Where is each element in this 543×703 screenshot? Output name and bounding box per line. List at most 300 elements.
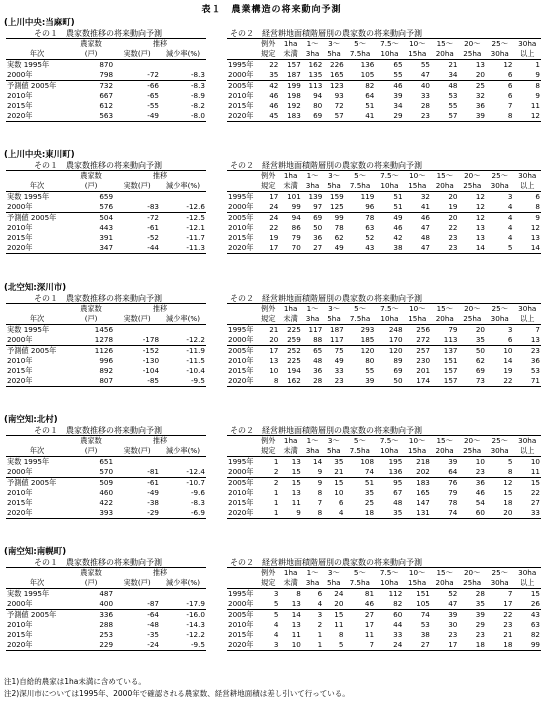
table-row [6, 610, 206, 621]
household-trend-table [6, 567, 206, 651]
table-cell: 136 [388, 467, 403, 476]
table-cell: 74 [420, 610, 430, 619]
col-header: 農家数 [80, 171, 102, 180]
col-header: 5ha [327, 578, 341, 587]
col-header: (戸) [84, 314, 98, 323]
row-year: 2005年 [30, 213, 57, 222]
col-header: 3ha [305, 578, 320, 587]
col-header: 1ha [283, 39, 298, 48]
table-cell: 195 [388, 457, 403, 466]
table-row [6, 356, 206, 366]
row-category: 実数 [7, 457, 22, 466]
table-cell: 11 [530, 467, 540, 476]
table-cell: 52 [448, 589, 458, 598]
table-cell: 4 [507, 213, 513, 222]
table-cell: 117 [330, 335, 344, 344]
table-cell: 46 [269, 101, 279, 110]
right-subtitle: その２ 経営耕地面積階層別の農家数の将来動向予測 [230, 29, 422, 38]
col-header: 30ha [518, 171, 537, 180]
table-row [6, 70, 206, 81]
table-cell: 69 [475, 366, 485, 375]
table-cell: 9 [535, 213, 540, 222]
col-header: 25ha [463, 446, 482, 455]
decrease-rate: -12.6 [186, 202, 205, 211]
table-cell: 105 [416, 599, 430, 608]
decrease-rate: -14.3 [186, 620, 205, 629]
table-cell: 36 [475, 478, 485, 487]
table-cell: 199 [287, 81, 301, 90]
table-cell: 10 [530, 457, 540, 466]
decrease-rate: -11.5 [186, 356, 205, 365]
table-cell: 35 [269, 70, 279, 79]
table-cell: 1 [273, 498, 279, 507]
table-cell: 35 [475, 599, 485, 608]
col-header: 10ha [380, 314, 399, 323]
household-count: 651 [99, 457, 114, 466]
table-cell: 39 [393, 91, 403, 100]
table-cell: 22 [269, 60, 279, 69]
table-cell: 17 [269, 346, 279, 355]
table-cell: 33 [393, 630, 403, 639]
decrease-count [114, 60, 160, 71]
table-cell: 13 [475, 60, 485, 69]
table-row [6, 91, 206, 101]
row-year: 2000年 [228, 202, 254, 211]
table-cell: 47 [420, 70, 431, 79]
table-cell: 256 [416, 325, 431, 334]
table-cell: 50 [313, 223, 323, 232]
decrease-count: -38 [147, 498, 160, 507]
decrease-rate: -11.3 [186, 243, 205, 252]
table-cell: 137 [443, 346, 458, 355]
table-cell: 11 [291, 498, 301, 507]
col-header: 20～ [464, 304, 481, 313]
household-count: 443 [99, 223, 114, 232]
col-header: 20ha [435, 49, 454, 58]
table-cell: 12 [475, 202, 485, 211]
row-year: 1995年 [228, 325, 254, 334]
col-header: 農家数 [80, 568, 102, 577]
row-year: 2020年 [7, 376, 33, 385]
table-cell: 22 [503, 376, 513, 385]
table-cell: 19 [448, 202, 458, 211]
table-row [227, 488, 541, 498]
col-header: 規定 [261, 446, 276, 455]
table-cell: 226 [330, 60, 344, 69]
table-row [227, 192, 541, 203]
table-cell: 34 [448, 70, 458, 79]
table-cell: 23 [420, 111, 431, 120]
row-year: 2020年 [228, 508, 254, 517]
col-header: 30ha [518, 304, 537, 313]
table-cell: 39 [475, 111, 485, 120]
col-header: 1ha [283, 568, 298, 577]
col-header: 農家数 [80, 304, 102, 313]
table-cell: 35 [334, 457, 344, 466]
table-cell: 17 [448, 640, 458, 649]
table-row [227, 376, 541, 387]
decrease-rate: -9.5 [190, 640, 205, 649]
table-cell: 170 [388, 335, 403, 344]
household-trend-table [6, 170, 206, 254]
household-trend-table [6, 38, 206, 122]
decrease-rate: -12.2 [186, 335, 205, 344]
table-cell: 192 [287, 101, 301, 110]
col-header: 規定 [261, 578, 276, 587]
row-year: 2005年 [30, 478, 57, 487]
table-cell: 76 [448, 478, 458, 487]
household-count: 798 [99, 70, 114, 79]
row-year: 2005年 [228, 213, 254, 222]
row-year: 1995年 [23, 325, 50, 334]
table-cell: 113 [443, 335, 458, 344]
col-header: 25ha [463, 181, 482, 190]
table-cell: 43 [530, 610, 540, 619]
row-category: 予測値 [7, 346, 29, 355]
table-cell: 20 [448, 213, 458, 222]
decrease-count: -83 [147, 202, 160, 211]
table-cell: 20 [334, 599, 344, 608]
col-header: 実数(戸) [123, 49, 151, 58]
household-count: 1456 [94, 325, 114, 334]
table-cell: 15 [530, 589, 540, 598]
table-cell: 15 [334, 610, 344, 619]
table-cell: 165 [330, 70, 344, 79]
table-cell: 12 [503, 478, 513, 487]
table-cell: 293 [360, 325, 375, 334]
table-row [227, 457, 541, 468]
table-row [227, 346, 541, 357]
table-cell: 36 [313, 233, 323, 242]
table-cell: 194 [287, 366, 301, 375]
table-cell: 23 [334, 376, 344, 385]
table-cell: 39 [365, 376, 375, 385]
col-header: 3ha [305, 181, 320, 190]
table-cell: 147 [416, 498, 430, 507]
table-cell: 24 [393, 640, 403, 649]
decrease-rate: -10.4 [186, 366, 205, 375]
right-subtitle: その２ 経営耕地面積階層別の農家数の将来動向予測 [230, 161, 422, 170]
col-header: 30ha [490, 314, 509, 323]
table-cell: 57 [334, 111, 344, 120]
household-count: 1126 [94, 346, 114, 355]
row-year: 2010年 [228, 620, 254, 629]
table-cell: 40 [420, 81, 431, 90]
decrease-rate: -11.9 [186, 346, 205, 355]
table-cell: 2 [273, 467, 279, 476]
left-subtitle: その１ 農家数推移の将来動向予測 [34, 426, 162, 435]
table-cell: 7 [507, 101, 513, 110]
table-row [227, 81, 541, 92]
table-cell: 86 [291, 223, 301, 232]
table-cell: 183 [416, 478, 430, 487]
row-year: 2010年 [228, 223, 254, 232]
col-header: (戸) [84, 181, 98, 190]
region-block [4, 16, 543, 148]
table-cell: 71 [530, 376, 540, 385]
table-cell: 1 [317, 640, 323, 649]
col-header: 30ha [490, 49, 509, 58]
table-cell: 20 [475, 70, 485, 79]
table-cell: 99 [530, 640, 540, 649]
table-cell: 49 [334, 243, 344, 252]
col-header: 減少率(%) [166, 578, 201, 587]
col-header: 5ha [327, 49, 341, 58]
col-header: 10ha [380, 181, 399, 190]
household-count: 336 [99, 610, 114, 619]
col-header: 10～ [409, 39, 426, 48]
row-year: 2010年 [228, 91, 254, 100]
table-row [227, 478, 541, 489]
col-header: (戸) [84, 446, 98, 455]
decrease-rate: -9.5 [190, 376, 205, 385]
table-row [6, 202, 206, 213]
col-header: 5～ [354, 304, 366, 313]
col-header: 推移 [152, 39, 168, 48]
table-cell: 5 [338, 640, 344, 649]
table-cell: 8 [535, 81, 540, 90]
col-header: 15～ [436, 304, 453, 313]
table-cell: 4 [507, 202, 513, 211]
col-header: 3ha [305, 49, 320, 58]
table-cell: 174 [416, 376, 431, 385]
table-cell: 39 [448, 457, 458, 466]
left-subtitle: その１ 農家数推移の将来動向予測 [34, 161, 162, 170]
col-header: 25～ [491, 39, 508, 48]
table-cell: 27 [313, 243, 323, 252]
table-cell: 8 [338, 630, 344, 639]
col-header: 規定 [261, 49, 276, 58]
table-cell: 159 [330, 192, 344, 201]
col-header: 規定 [261, 181, 276, 190]
household-count: 570 [99, 467, 114, 476]
household-count: 892 [99, 366, 114, 375]
table-cell: 5 [507, 457, 513, 466]
table-cell: 12 [530, 111, 540, 120]
right-subtitle: その２ 経営耕地面積階層別の農家数の将来動向予測 [230, 558, 422, 567]
table-cell: 48 [393, 498, 403, 507]
table-cell: 165 [416, 488, 430, 497]
table-cell: 225 [287, 356, 301, 365]
table-cell: 8 [317, 508, 323, 517]
decrease-count: -66 [147, 81, 160, 90]
col-header: 15ha [408, 446, 427, 455]
col-header: 実数(戸) [123, 181, 151, 190]
household-count: 400 [99, 599, 114, 608]
col-header: 20ha [435, 446, 454, 455]
table-cell: 9 [535, 91, 540, 100]
table-cell: 75 [334, 346, 344, 355]
col-header: 以上 [520, 181, 535, 190]
table-cell: 12 [475, 213, 485, 222]
table-cell: 252 [287, 346, 301, 355]
table-cell: 53 [420, 620, 430, 629]
decrease-count: -72 [147, 213, 160, 222]
household-count: 504 [99, 213, 114, 222]
household-count: 391 [99, 233, 114, 242]
col-header: 農家数 [80, 39, 102, 48]
table-cell: 73 [475, 376, 485, 385]
table-row [227, 325, 541, 336]
row-year: 2005年 [228, 610, 254, 619]
col-header: (戸) [84, 578, 98, 587]
table-cell: 41 [365, 111, 375, 120]
table-cell: 20 [475, 325, 485, 334]
table-cell: 57 [448, 111, 458, 120]
row-year: 2000年 [228, 335, 254, 344]
table-cell: 51 [365, 101, 375, 110]
table-row [227, 366, 541, 376]
col-header: 1～ [306, 568, 319, 577]
table-cell: 53 [448, 91, 458, 100]
table-cell: 35 [364, 488, 375, 497]
table-row [6, 213, 206, 224]
decrease-count: -44 [147, 243, 160, 252]
col-header: 10～ [409, 171, 426, 180]
table-row [227, 91, 541, 101]
row-year: 2005年 [228, 478, 254, 487]
table-cell: 9 [317, 467, 323, 476]
row-year: 2010年 [7, 91, 33, 100]
table-cell: 17 [269, 243, 279, 252]
table-row [6, 366, 206, 376]
table-cell: 230 [416, 356, 431, 365]
row-year: 2020年 [228, 111, 254, 120]
row-category: 実数 [7, 325, 22, 334]
decrease-rate: -8.9 [190, 91, 205, 100]
col-header: 以上 [520, 578, 535, 587]
decrease-rate: -17.9 [186, 599, 205, 608]
region-name: (上川中央:当麻町) [4, 18, 75, 28]
table-cell: 108 [360, 457, 375, 466]
col-header: 実数(戸) [123, 578, 151, 587]
col-header: 25～ [491, 171, 508, 180]
col-header: 5～ [354, 39, 366, 48]
table-cell: 119 [360, 192, 375, 201]
table-cell: 33 [334, 366, 344, 375]
decrease-count: -85 [147, 376, 160, 385]
table-cell: 43 [365, 243, 375, 252]
decrease-count: -130 [142, 356, 160, 365]
col-header: 減少率(%) [166, 49, 201, 58]
household-count: 422 [99, 498, 114, 507]
col-header: 30ha [518, 436, 537, 445]
col-header: 10～ [409, 304, 426, 313]
col-header: 5ha [327, 181, 341, 190]
col-header: 25ha [463, 49, 482, 58]
table-cell: 10 [291, 640, 301, 649]
table-cell: 46 [393, 223, 403, 232]
table-cell: 18 [503, 498, 513, 507]
household-trend-table [6, 303, 206, 387]
col-header: 20ha [435, 314, 454, 323]
table-row [6, 101, 206, 111]
col-header: 例外 [261, 568, 276, 577]
table-cell: 99 [291, 202, 301, 211]
table-cell: 69 [393, 366, 403, 375]
household-count: 1278 [94, 335, 114, 344]
col-header: 30ha [490, 181, 509, 190]
col-header: 3～ [328, 39, 340, 48]
decrease-rate: -11.7 [186, 233, 205, 242]
row-year: 2005年 [228, 346, 254, 355]
table-cell: 183 [287, 111, 301, 120]
table-cell: 23 [503, 620, 513, 629]
row-year: 2015年 [7, 630, 33, 639]
row-year: 2015年 [7, 366, 33, 375]
table-row [227, 640, 541, 651]
table-cell: 63 [365, 223, 375, 232]
table-cell: 65 [393, 60, 403, 69]
row-year: 2015年 [228, 366, 254, 375]
row-year: 2000年 [7, 70, 33, 79]
decrease-count: -178 [142, 335, 160, 344]
table-cell: 67 [393, 488, 403, 497]
table-cell: 54 [475, 498, 485, 507]
table-cell: 4 [273, 620, 279, 629]
table-row [6, 640, 206, 651]
decrease-count [114, 325, 160, 336]
table-cell: 79 [291, 233, 301, 242]
table-cell: 14 [313, 457, 323, 466]
table-row [227, 60, 541, 71]
decrease-rate: -10.7 [186, 478, 205, 487]
table-cell: 74 [448, 508, 458, 517]
table-cell: 3 [273, 589, 279, 598]
col-header: 7.5ha [349, 314, 371, 323]
col-header: 1ha [283, 304, 298, 313]
table-cell: 11 [334, 620, 344, 629]
table-cell: 13 [291, 599, 301, 608]
left-subtitle: その１ 農家数推移の将来動向予測 [34, 558, 162, 567]
col-header: 以上 [520, 49, 535, 58]
col-header: 25～ [491, 304, 508, 313]
table-row [227, 620, 541, 630]
table-cell: 28 [420, 101, 431, 110]
row-year: 1995年 [228, 192, 254, 201]
decrease-rate: -12.2 [186, 630, 205, 639]
table-row [6, 620, 206, 630]
decrease-rate [160, 60, 206, 71]
row-year: 1995年 [228, 589, 254, 598]
table-cell: 6 [317, 589, 323, 598]
table-cell: 53 [530, 366, 540, 375]
table-cell: 10 [334, 488, 344, 497]
row-year: 2010年 [7, 488, 33, 497]
col-header: 年次 [29, 314, 45, 323]
col-header: 以上 [520, 314, 535, 323]
row-year: 2020年 [228, 640, 254, 649]
table-cell: 4 [273, 630, 279, 639]
row-year: 1995年 [228, 457, 254, 466]
table-cell: 23 [448, 630, 458, 639]
table-cell: 22 [269, 223, 279, 232]
table-row [227, 223, 541, 233]
row-category: 予測値 [7, 81, 29, 90]
table-cell: 19 [503, 366, 513, 375]
col-header: 15ha [408, 314, 427, 323]
table-cell: 136 [360, 60, 375, 69]
table-cell: 272 [416, 335, 431, 344]
table-cell: 60 [475, 508, 485, 517]
table-cell: 4 [317, 599, 323, 608]
col-header: 20ha [435, 181, 454, 190]
col-header: 未満 [283, 446, 298, 455]
table-cell: 218 [416, 457, 430, 466]
col-header: 規定 [261, 314, 276, 323]
decrease-rate [160, 325, 206, 336]
table-cell: 15 [530, 478, 540, 487]
